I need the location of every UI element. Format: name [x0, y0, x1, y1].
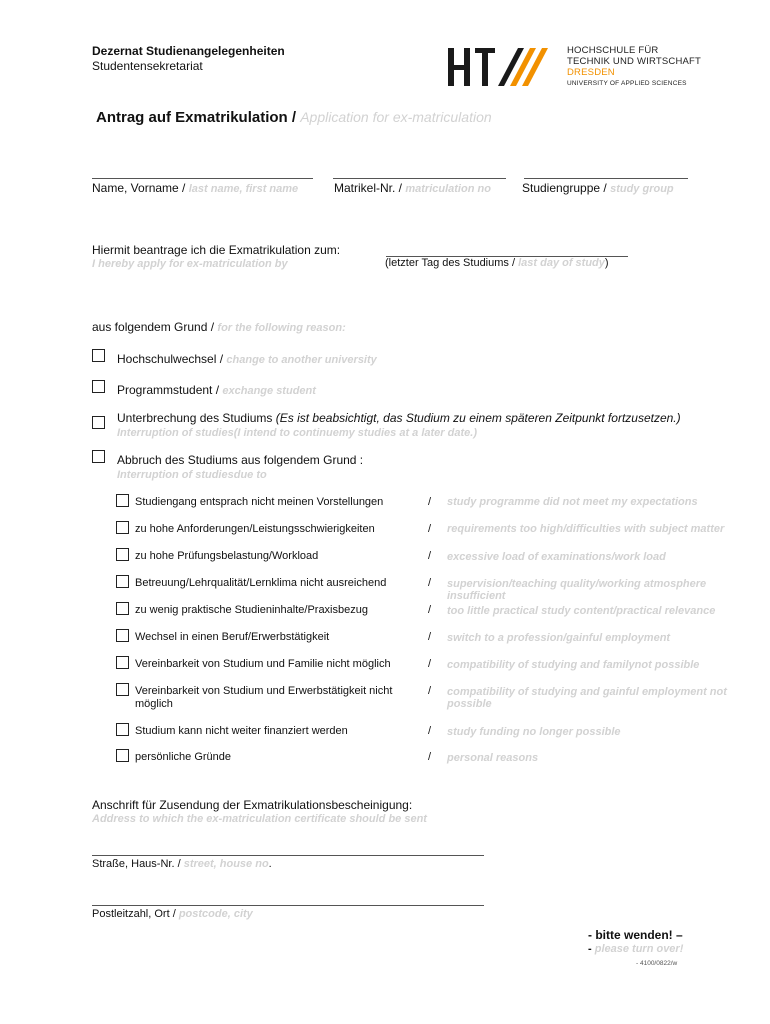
form-title — [96, 109, 492, 126]
turn-over-de: - bitte wenden! – — [588, 928, 683, 942]
name-label-en: last name, first name — [188, 183, 299, 195]
reason-en: supervision/teaching quality/working atmosphere insufficient — [447, 578, 707, 602]
reason-en: too little practical study content/practical relevance — [447, 605, 716, 617]
reason-heading-en: for the following reason: — [217, 322, 346, 334]
reason-checkbox[interactable] — [116, 683, 129, 696]
reason-en: personal reasons — [447, 752, 539, 764]
htw-logo-icon — [448, 46, 560, 88]
reason-de: Vereinbarkeit von Studium und Familie nicht möglich — [135, 658, 391, 670]
reason-de: zu wenig praktische Studieninhalte/Praxisbezug — [135, 604, 368, 616]
reason-separator: / — [428, 631, 432, 643]
reason-en: compatibility of studying and familynot possible — [447, 659, 700, 671]
reason-de: Betreuung/Lehrqualität/Lernklima nicht ausreichend — [135, 577, 387, 589]
reason-separator: / — [428, 577, 432, 589]
street-label — [92, 858, 272, 870]
logo-t-stem — [482, 48, 488, 86]
reason-de: zu hohe Anforderungen/Leistungsschwierigkeiten — [135, 523, 375, 535]
turn-over-en-line — [588, 943, 683, 955]
reason-checkbox[interactable] — [116, 494, 129, 507]
logo-h-right — [464, 48, 470, 86]
checkbox-exchange-student[interactable] — [92, 380, 105, 393]
form-title-en: Application for ex-matriculation — [300, 109, 492, 125]
reason-separator: / — [428, 550, 432, 562]
name-input-line[interactable] — [92, 178, 313, 179]
option-exchange-student — [117, 383, 316, 397]
city-label-en: postcode, city — [178, 908, 253, 920]
group-label-en: study group — [610, 183, 674, 195]
logo-wordmark — [567, 45, 701, 89]
reason-en: study programme did not meet my expectations — [447, 496, 698, 508]
reason-checkbox[interactable] — [116, 656, 129, 669]
option-interruption-de: Unterbrechung des Studiums — [117, 411, 273, 425]
street-label-en: street, house no — [183, 858, 269, 870]
reason-de: Studium kann nicht weiter finanziert werden — [135, 725, 348, 737]
reason-separator: / — [428, 523, 432, 535]
city-input-line[interactable] — [92, 905, 484, 906]
matrikel-label-en: matriculation no — [405, 183, 491, 195]
street-input-line[interactable] — [92, 855, 484, 856]
last-day-label — [385, 257, 609, 269]
address-heading-en: Address to which the ex-matriculation certificate should be sent — [92, 813, 427, 825]
address-heading-de: Anschrift für Zusendung der Exmatrikulationsbescheinigung: — [92, 798, 413, 812]
logo-line-1: HOCHSCHULE FÜR — [567, 45, 659, 56]
name-label-de: Name, Vorname / — [92, 181, 186, 195]
street-label-end: . — [268, 858, 272, 870]
reason-de: zu hohe Prüfungsbelastung/Workload — [135, 550, 319, 562]
reason-de: Wechsel in einen Beruf/Erwerbstätigkeit — [135, 631, 330, 643]
option-interruption-note: (Es ist beabsichtigt, das Studium zu einem späteren Zeitpunkt fortzusetzen.) — [275, 411, 681, 425]
apply-text-en: I hereby apply for ex-matriculation by — [92, 258, 288, 270]
matrikel-label — [334, 181, 491, 195]
option-dropout-en: Interruption of studiesdue to — [117, 469, 267, 481]
street-label-de: Straße, Haus-Nr. / — [92, 858, 181, 870]
reason-heading — [92, 320, 346, 334]
option-change-university — [117, 352, 377, 366]
reason-separator: / — [428, 751, 432, 763]
department-name: Dezernat Studienangelegenheiten — [92, 44, 285, 58]
option-interruption-en: Interruption of studies(I intend to continuemy studies at a later date.) — [117, 427, 477, 439]
option-exchange-student-en: exchange student — [222, 385, 316, 397]
reason-de: Studiengang entsprach nicht meinen Vorstellungen — [135, 496, 384, 508]
checkbox-interruption[interactable] — [92, 416, 105, 429]
logo-line-4: UNIVERSITY OF APPLIED SCIENCES — [567, 80, 687, 87]
group-input-line[interactable] — [524, 178, 688, 179]
last-day-close: ) — [604, 257, 609, 269]
reason-checkbox[interactable] — [116, 602, 129, 615]
option-dropout-de: Abbruch des Studiums aus folgendem Grund : — [117, 453, 364, 467]
reason-de: Vereinbarkeit von Studium und Erwerbstätigkeit nicht möglich — [135, 685, 393, 710]
group-label — [522, 181, 674, 195]
name-label — [92, 181, 298, 195]
logo-line-3: DRESDEN — [567, 67, 615, 78]
checkbox-change-university[interactable] — [92, 349, 105, 362]
last-day-label-en: last day of study — [518, 257, 605, 269]
apply-text-de: Hiermit beantrage ich die Exmatrikulation zum: — [92, 243, 341, 257]
reason-de: persönliche Gründe — [135, 751, 232, 763]
form-code: - 4100/0822/w — [636, 960, 678, 967]
reason-separator: / — [428, 658, 432, 670]
option-interruption — [117, 411, 681, 425]
form-title-de: Antrag auf Exmatrikulation / — [96, 109, 297, 126]
reason-en: requirements too high/difficulties with subject matter — [447, 523, 725, 535]
reason-checkbox[interactable] — [116, 723, 129, 736]
reason-separator: / — [428, 604, 432, 616]
turn-over-en-dash: - — [588, 943, 592, 955]
matrikel-label-de: Matrikel-Nr. / — [334, 181, 403, 195]
logo-line-2: TECHNIK UND WIRTSCHAFT — [567, 56, 702, 67]
reason-checkbox[interactable] — [116, 548, 129, 561]
checkbox-dropout[interactable] — [92, 450, 105, 463]
group-label-de: Studiengruppe / — [522, 181, 607, 195]
reason-en: switch to a profession/gainful employment — [447, 632, 671, 644]
reason-checkbox[interactable] — [116, 629, 129, 642]
reason-separator: / — [428, 685, 432, 697]
reason-heading-de: aus folgendem Grund / — [92, 320, 215, 334]
reason-en: excessive load of examinations/work load — [447, 551, 666, 563]
option-change-university-de: Hochschulwechsel / — [117, 352, 224, 366]
office-name: Studentensekretariat — [92, 59, 203, 73]
reason-en: compatibility of studying and gainful employment not possible — [447, 686, 727, 710]
reason-en: study funding no longer possible — [447, 726, 621, 738]
city-label — [92, 908, 253, 920]
matrikel-input-line[interactable] — [333, 178, 506, 179]
city-label-de: Postleitzahl, Ort / — [92, 908, 176, 920]
reason-checkbox[interactable] — [116, 749, 129, 762]
reason-separator: / — [428, 725, 432, 737]
turn-over-en: please turn over! — [594, 943, 684, 955]
reason-checkbox[interactable] — [116, 521, 129, 534]
option-exchange-student-de: Programmstudent / — [117, 383, 220, 397]
reason-separator: / — [428, 496, 432, 508]
last-day-label-de: (letzter Tag des Studiums / — [385, 257, 516, 269]
reason-checkbox[interactable] — [116, 575, 129, 588]
option-change-university-en: change to another university — [226, 354, 377, 366]
